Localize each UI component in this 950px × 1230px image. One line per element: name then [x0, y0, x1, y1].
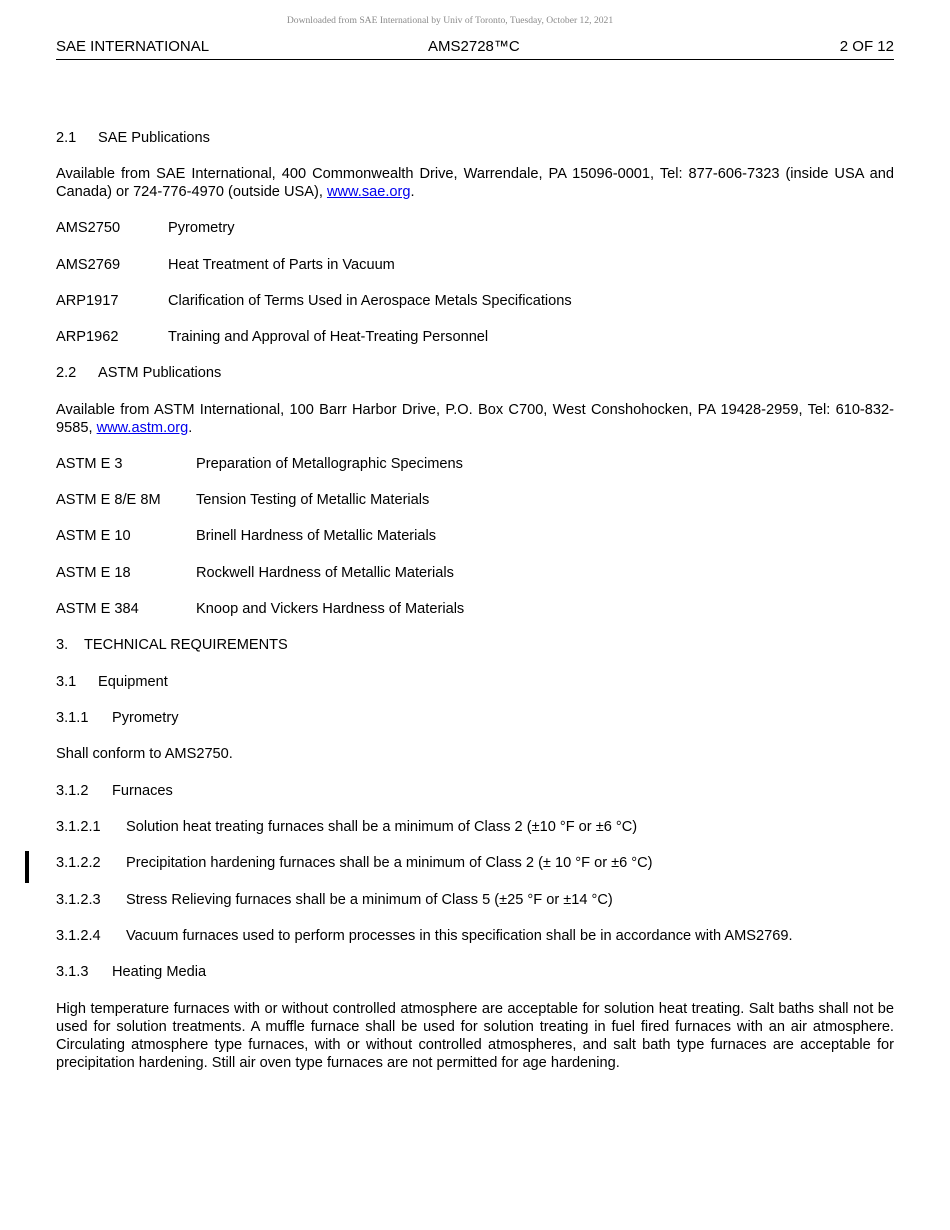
ref-title: Brinell Hardness of Metallic Materials [196, 528, 437, 544]
clause-number: 3.1.2.3 [56, 892, 101, 908]
section-3-1-1-text: Shall conform to AMS2750. [56, 746, 233, 762]
clause-number: 3.1.2.4 [56, 928, 101, 944]
heating-media-paragraph: High temperature furnaces with or without controlled atmosphere are acceptable for solution heat treating. Salt baths shall not be used for solution treatments. A muffle furnace shall be used for solution treating in fuel fired furnaces with an air atmosphere. Circulating atmosphere type furnaces, with or without controlled atmospheres, and salt bath type furnaces are acceptable for precipitation hardening. Still air oven type furnaces are not permitted for age hardening. [56, 1001, 894, 1071]
section-3-1-3-number: 3.1.3 [56, 964, 89, 980]
astm-availability-paragraph: Available from ASTM International, 100 Barr Harbor Drive, P.O. Box C700, West Conshohocken, PA 19428-2959, Tel: 610-832-9585, www.astm.org. [56, 402, 894, 436]
header-page-number: 2 OF 12 [839, 38, 894, 55]
sae-website-link[interactable]: www.sae.org [326, 184, 411, 200]
ref-title: Heat Treatment of Parts in Vacuum [168, 257, 395, 273]
section-3-1-2-title: Furnaces [112, 783, 173, 799]
section-3-1-2-number: 3.1.2 [56, 783, 89, 799]
section-2-1-number: 2.1 [56, 130, 77, 146]
section-3-1-3-title: Heating Media [112, 964, 207, 980]
clause-text: Solution heat treating furnaces shall be a minimum of Class 2 (±10 °F or ±6 °C) [126, 819, 638, 835]
revision-change-bar [25, 851, 29, 883]
header-doc-number: AMS2728™C [428, 38, 520, 55]
section-3-1-1-title: Pyrometry [112, 710, 179, 726]
ref-title: Tension Testing of Metallic Materials [196, 492, 430, 508]
ref-code: ASTM E 10 [56, 528, 131, 544]
clause-text: Vacuum furnaces used to perform processes in this specification shall be in accordance with AMS2769. [126, 928, 793, 944]
ref-code: ARP1962 [56, 329, 119, 345]
section-3-1-title: Equipment [98, 674, 168, 690]
clause-text: Precipitation hardening furnaces shall be a minimum of Class 2 (± 10 °F or ±6 °C) [126, 855, 653, 871]
ref-code: ASTM E 384 [56, 601, 139, 617]
section-3-1-number: 3.1 [56, 674, 77, 690]
header-org: SAE INTERNATIONAL [56, 38, 210, 55]
ref-title: Preparation of Metallographic Specimens [196, 456, 463, 472]
ref-title: Clarification of Terms Used in Aerospace Metals Specifications [168, 293, 572, 309]
ref-code: ARP1917 [56, 293, 119, 309]
clause-number: 3.1.2.1 [56, 819, 101, 835]
ref-code: AMS2769 [56, 257, 121, 273]
clause-text: Stress Relieving furnaces shall be a minimum of Class 5 (±25 °F or ±14 °C) [126, 892, 613, 908]
download-watermark: Downloaded from SAE International by Univ of Toronto, Tuesday, October 12, 2021 [286, 15, 614, 26]
sae-availability-paragraph: Available from SAE International, 400 Commonwealth Drive, Warrendale, PA 15096-0001, Tel: 877-606-7323 (inside USA and Canada) or 724-776-4970 (outside USA), www.sae.org. [56, 166, 894, 200]
clause-number: 3.1.2.2 [56, 855, 101, 871]
ref-code: ASTM E 3 [56, 456, 123, 472]
ref-title: Rockwell Hardness of Metallic Materials [196, 565, 454, 581]
section-3-1-1-number: 3.1.1 [56, 710, 89, 726]
header-rule [56, 59, 894, 60]
section-3-title: TECHNICAL REQUIREMENTS [84, 637, 288, 653]
ref-title: Knoop and Vickers Hardness of Materials [196, 601, 465, 617]
ref-code: AMS2750 [56, 220, 121, 236]
ref-code: ASTM E 18 [56, 565, 131, 581]
section-2-2-title: ASTM Publications [98, 365, 222, 381]
section-2-2-number: 2.2 [56, 365, 77, 381]
astm-website-link[interactable]: www.astm.org [96, 420, 189, 436]
ref-title: Pyrometry [168, 220, 235, 236]
ref-title: Training and Approval of Heat-Treating Personnel [168, 329, 489, 345]
ref-code: ASTM E 8/E 8M [56, 492, 161, 508]
section-3-number: 3. [56, 637, 69, 653]
section-2-1-title: SAE Publications [98, 130, 210, 146]
